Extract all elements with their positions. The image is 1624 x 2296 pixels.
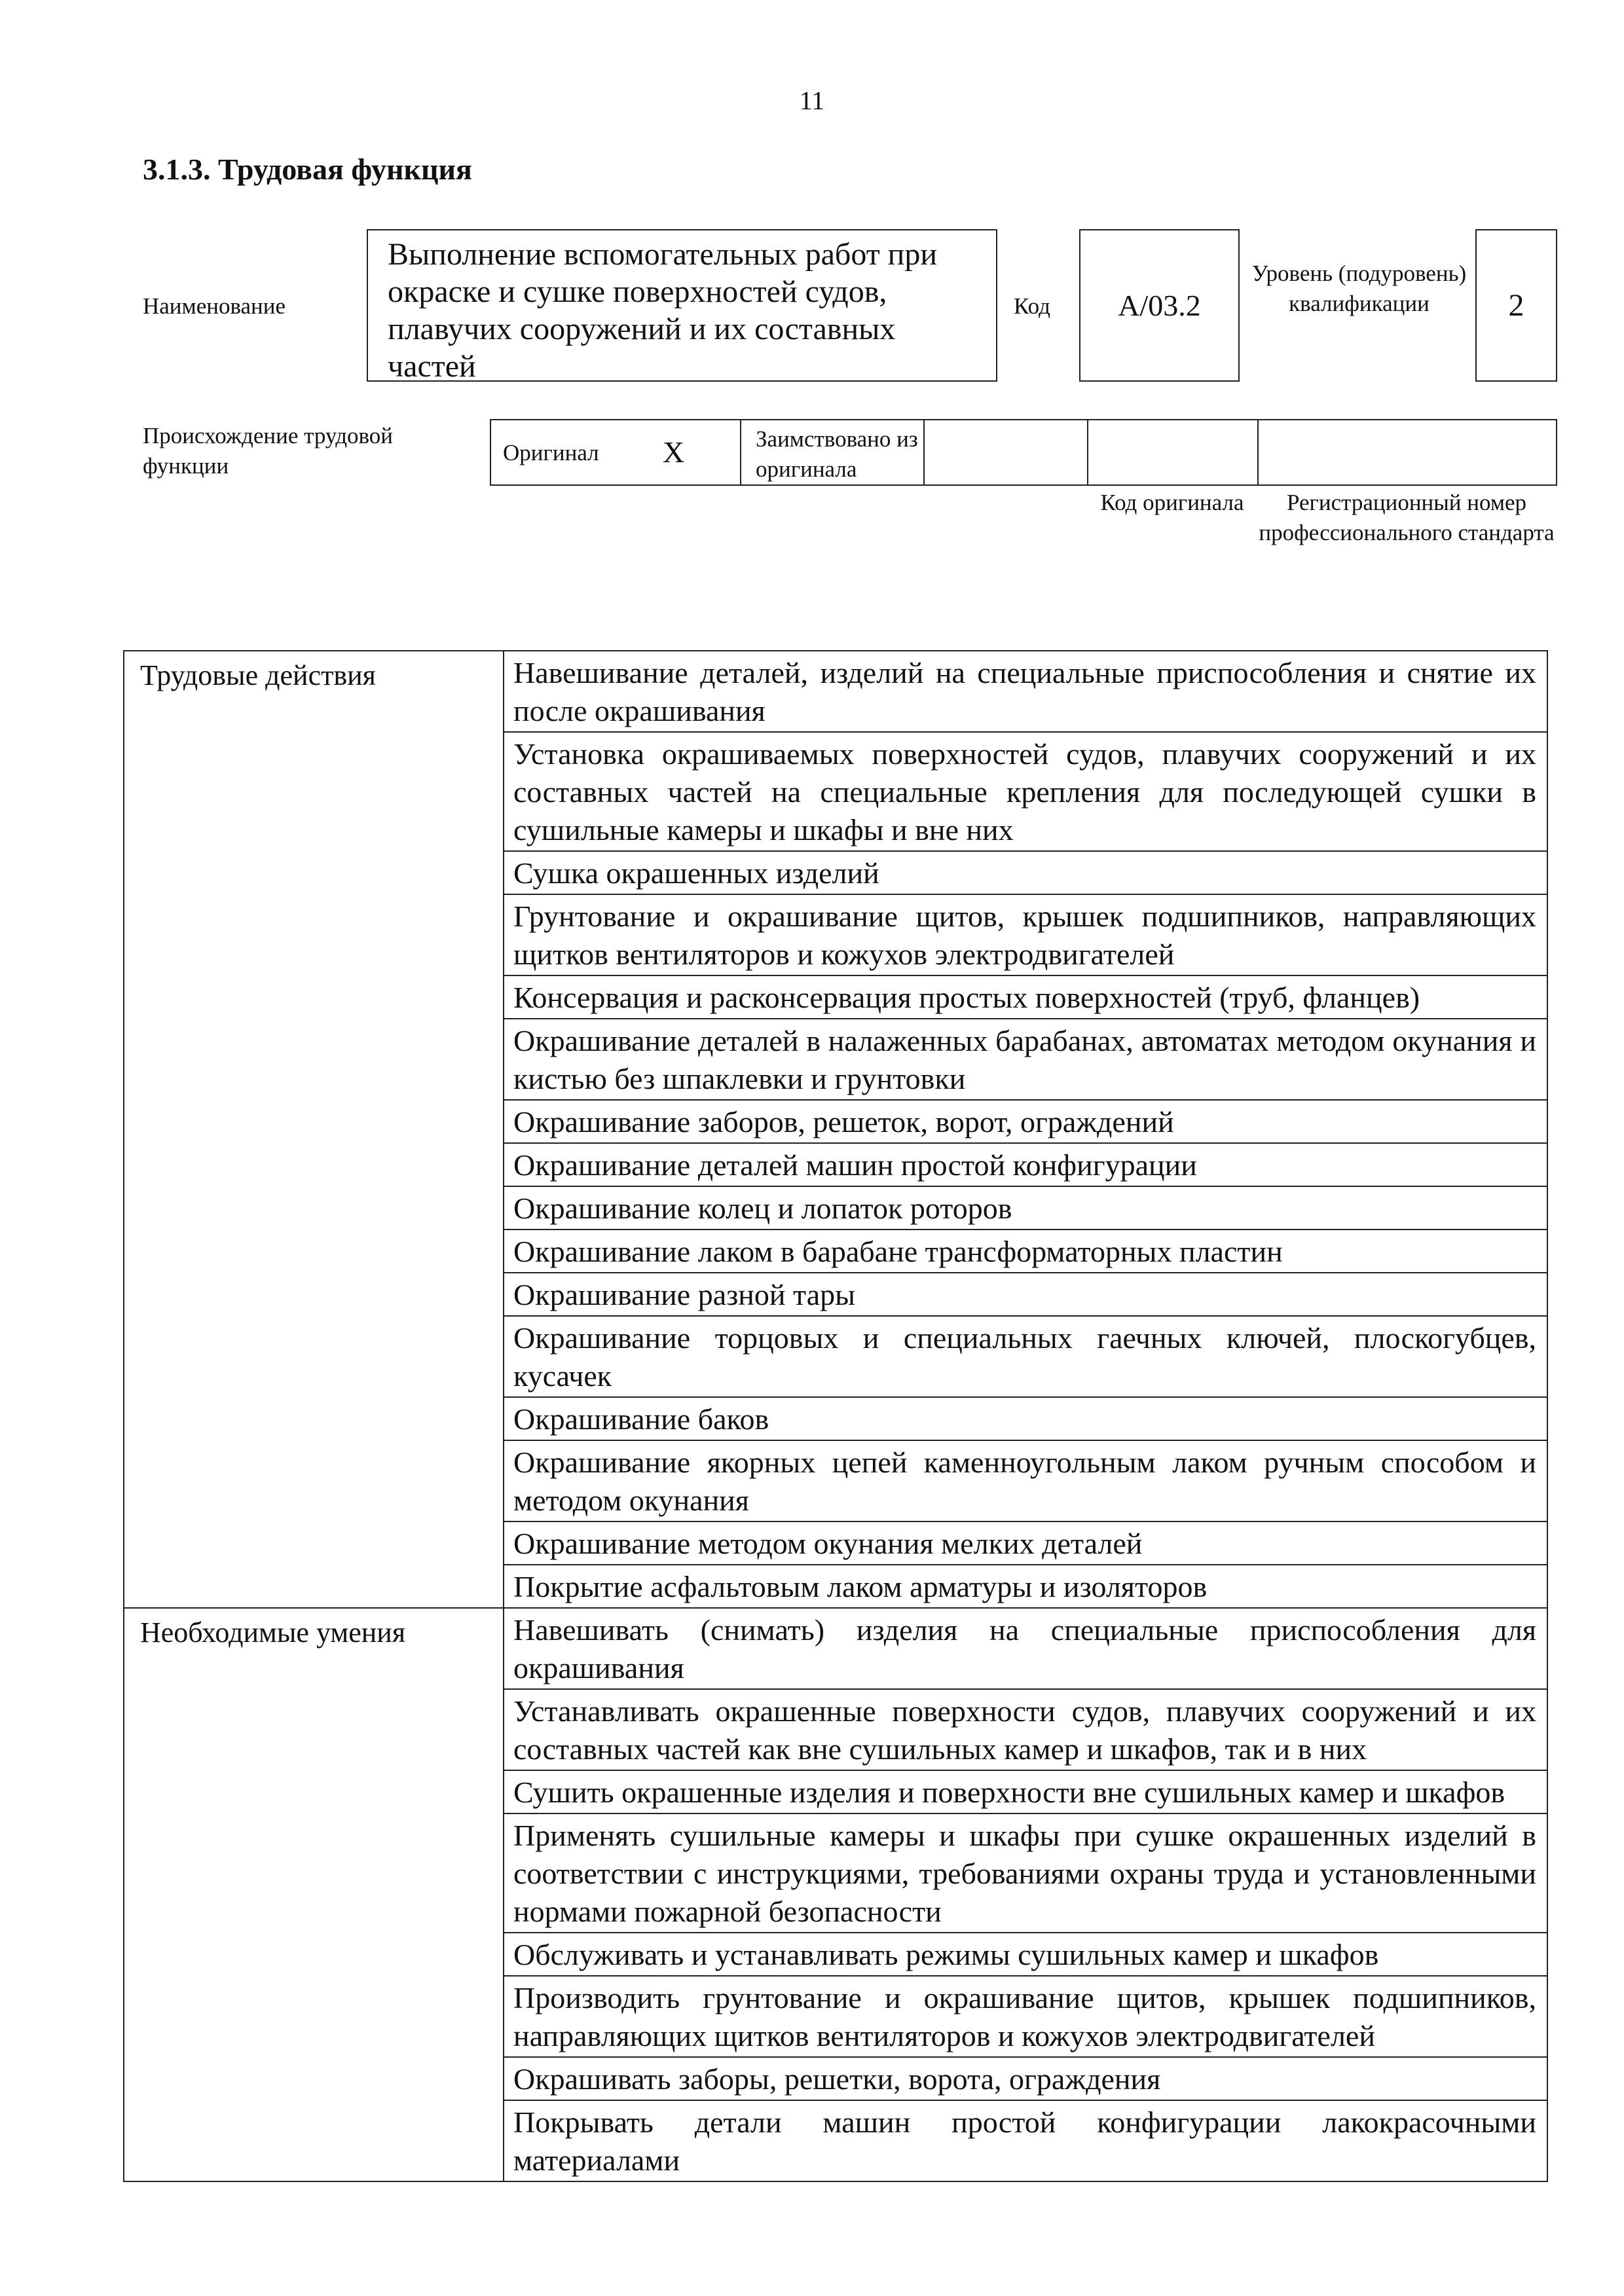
table-cell-item: Окрашивание разной тары	[504, 1273, 1547, 1316]
table-cell-item: Окрашивание лаком в барабане трансформаторных пластин	[504, 1230, 1547, 1273]
qualification-level-box: 2	[1475, 229, 1557, 382]
original-code-caption: Код оригинала	[1100, 490, 1244, 515]
registration-number-caption: Регистрационный номер профессионального стандарта	[1259, 490, 1555, 545]
table-cell-item: Окрашивание методом окунания мелких деталей	[504, 1522, 1547, 1565]
table-cell-item: Покрытие асфальтовым лаком арматуры и изоляторов	[504, 1565, 1547, 1608]
table-cell-item: Грунтование и окрашивание щитов, крышек подшипников, направляющих щитков вентиляторов и кожухов электродвигателей	[504, 894, 1547, 975]
table-cell-item: Окрашивание торцовых и специальных гаечных ключей, плоскогубцев, кусачек	[504, 1316, 1547, 1397]
table-cell-item: Консервация и расконсервация простых поверхностей (труб, фланцев)	[504, 975, 1547, 1019]
table-cell-item: Окрашивание баков	[504, 1397, 1547, 1440]
table-cell-item: Окрашивать заборы, решетки, ворота, ограждения	[504, 2057, 1547, 2100]
table-row	[124, 1608, 1547, 1689]
origin-label: Происхождение трудовой функции	[143, 423, 394, 479]
table-cell-item: Производить грунтование и окрашивание щитов, крышек подшипников, направляющих щитков вентиляторов и кожухов электродвигателей	[504, 1976, 1547, 2057]
section-title: 3.1.3. Трудовая функция	[143, 153, 472, 186]
table-cell-item: Покрывать детали машин простой конфигурации лакокрасочными материалами	[504, 2100, 1547, 2181]
table-cell-item: Навешивание деталей, изделий на специальные приспособления и снятие их после окрашивания	[504, 651, 1547, 732]
borrowed-label: Заимствовано из оригинала	[756, 426, 918, 482]
qualification-level-label: Уровень (подуровень) квалификации	[1251, 261, 1467, 316]
origin-row	[490, 419, 1557, 486]
table-cell-item: Окрашивание деталей в налаженных барабанах, автоматах методом окунания и кистью без шпаклевки и грунтовки	[504, 1019, 1547, 1100]
name-label: Наименование	[143, 293, 286, 319]
original-label: Оригинал	[503, 440, 599, 465]
original-cell	[491, 420, 740, 484]
code-label: Код	[1014, 293, 1050, 319]
function-name-box: Выполнение вспомогательных работ при окраске и сушке поверхностей судов, плавучих сооружений и их составных частей	[367, 229, 997, 382]
code-value-box: A/03.2	[1079, 229, 1240, 382]
original-code-cell	[1087, 420, 1257, 484]
table-cell-item: Установка окрашиваемых поверхностей судов, плавучих сооружений и их составных частей на специальные крепления для последующей сушки в сушильные камеры и шкафы и вне них	[504, 732, 1547, 851]
table-cell-item: Окрашивание якорных цепей каменноугольным лаком ручным способом и методом окунания	[504, 1440, 1547, 1522]
table-cell-item: Навешивать (снимать) изделия на специальные приспособления для окрашивания	[504, 1608, 1547, 1689]
blank-cell	[923, 420, 1087, 484]
original-mark: X	[663, 435, 685, 469]
table-cell-item: Сушить окрашенные изделия и поверхности вне сушильных камер и шкафов	[504, 1770, 1547, 1813]
table-cell-item: Сушка окрашенных изделий	[504, 851, 1547, 894]
table-cell-item: Обслуживать и устанавливать режимы сушильных камер и шкафов	[504, 1933, 1547, 1976]
table-cell-item: Применять сушильные камеры и шкафы при сушке окрашенных изделий в соответствии с инструкциями, требованиями охраны труда и установленными нормами пожарной безопасности	[504, 1813, 1547, 1933]
table-cell-item: Окрашивание колец и лопаток роторов	[504, 1186, 1547, 1230]
borrowed-cell	[740, 420, 923, 484]
table-cell-item: Окрашивание деталей машин простой конфигурации	[504, 1143, 1547, 1186]
skills-label: Необходимые умения	[124, 1608, 504, 2181]
page-number: 11	[799, 86, 825, 115]
table-row	[124, 651, 1547, 732]
function-details-table	[123, 650, 1548, 2182]
table-cell-item: Окрашивание заборов, решеток, ворот, ограждений	[504, 1100, 1547, 1143]
table-cell-item: Устанавливать окрашенные поверхности судов, плавучих сооружений и их составных частей как вне сушильных камер и шкафов, так и в них	[504, 1689, 1547, 1770]
registration-number-cell	[1257, 420, 1556, 484]
labor-actions-label: Трудовые действия	[124, 651, 504, 1608]
